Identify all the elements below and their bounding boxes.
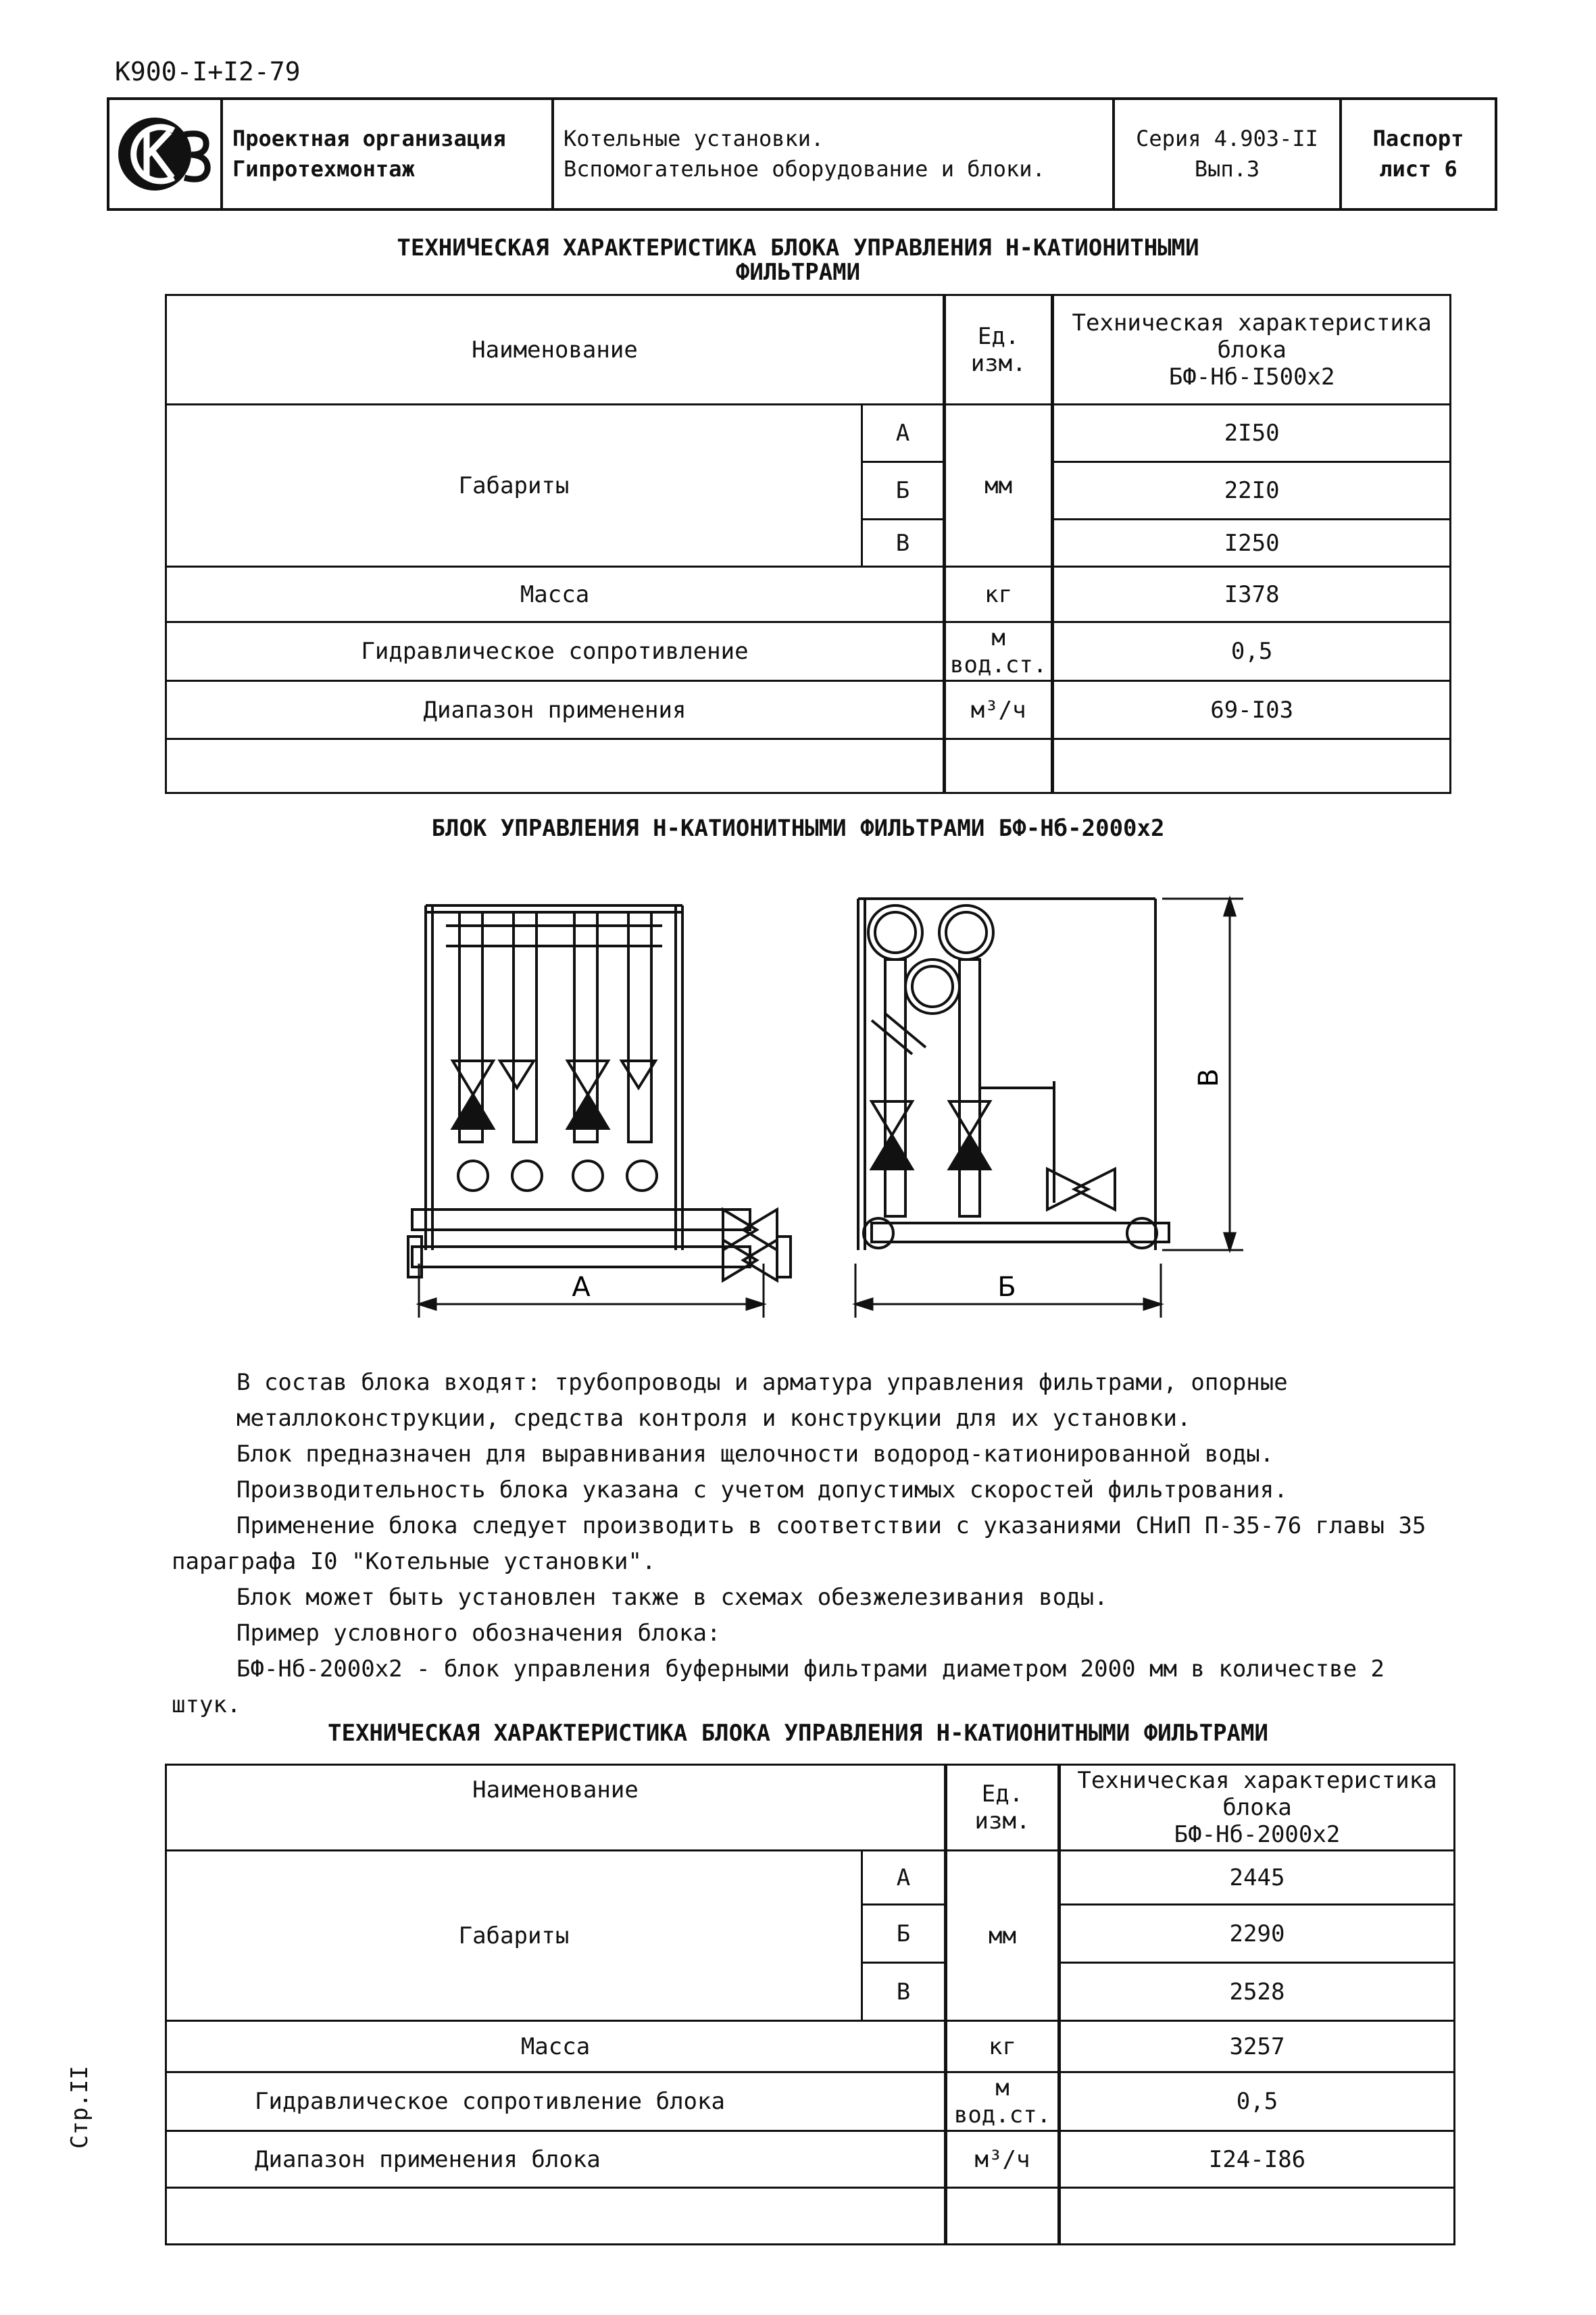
table1-header-name: Наименование: [166, 295, 945, 405]
table2-dim-value-a: 2445: [1059, 1851, 1455, 1905]
table2-gabarity-label: Габариты: [166, 1851, 862, 2021]
table2-header-unit: Ед. изм.: [946, 1765, 1059, 1851]
block-drawing: [399, 885, 1250, 1324]
description-text: [172, 1365, 1455, 1723]
description-p5: Блок может быть установлен также в схемах обезжелезивания воды.: [236, 1584, 1108, 1611]
table1: [165, 294, 1451, 794]
passport-line2: лист 6: [1379, 156, 1457, 182]
logo-cell: [109, 100, 223, 208]
table2-mass-label: Масса: [166, 2021, 946, 2072]
table2-title: ТЕХНИЧЕСКАЯ ХАРАКТЕРИСТИКА БЛОКА УПРАВЛЕНИЯ Н-КАТИОНИТНЫМИ ФИЛЬТРАМИ: [328, 1720, 1268, 1747]
table1-unit-mm: мм: [945, 405, 1053, 567]
description-p6: Пример условного обозначения блока:: [236, 1620, 721, 1647]
table2-dim-label-b: Б: [862, 1905, 946, 1963]
table1-range-value: 69-I03: [1053, 681, 1451, 739]
side-view: [858, 899, 1169, 1250]
table1-range-label: Диапазон применения: [166, 681, 945, 739]
series-line2: Вып.3: [1194, 156, 1260, 182]
table1-title-line1: ТЕХНИЧЕСКАЯ ХАРАКТЕРИСТИКА БЛОКА УПРАВЛЕНИЯ Н-КАТИОНИТНЫМИ: [397, 234, 1199, 262]
series-line1: Серия 4.903-II: [1136, 126, 1318, 152]
table1-mass-label: Масса: [166, 567, 945, 622]
title-block: [107, 97, 1497, 211]
table1-mass-value: I378: [1053, 567, 1451, 622]
table1-header-char: [1053, 295, 1451, 405]
table1-hydr-label: Гидравлическое сопротивление: [166, 622, 945, 681]
table2-dim-label-v: В: [862, 1963, 946, 2021]
table2-range-label: Диапазон применения блока: [166, 2131, 946, 2188]
document-title-cell: [554, 100, 1115, 208]
table2: [165, 1764, 1455, 2245]
dimension-a: [419, 1264, 764, 1318]
page-label: Стр.II: [66, 2066, 93, 2149]
document-code: К900-I+I2-79: [115, 57, 301, 86]
table2-unit-mm: мм: [946, 1851, 1059, 2021]
description-p2: Блок предназначен для выравнивания щелочности водород-катионированной воды.: [236, 1441, 1274, 1468]
description-p1: В состав блока входят: трубопроводы и арматура управления фильтрами, опорные металлоконструкции, средства контроля и конструкции для их установки.: [236, 1369, 1288, 1432]
table1-dim-label-a: А: [862, 405, 945, 462]
description-p3: Производительность блока указана с учетом допустимых скоростей фильтрования.: [236, 1476, 1288, 1503]
table2-empty-cell: [1059, 2188, 1455, 2245]
table2-hydr-value: 0,5: [1059, 2072, 1455, 2131]
table1-range-unit: м³/ч: [945, 681, 1053, 739]
table1-dim-value-b: 22I0: [1053, 462, 1451, 520]
table1-dim-value-a: 2I50: [1053, 405, 1451, 462]
passport-line1: Паспорт: [1372, 126, 1464, 152]
document-title-line1: Котельные установки.: [564, 126, 824, 152]
organization-cell: [223, 100, 554, 208]
table2-hydr-label: Гидравлическое сопротивление блока: [166, 2072, 946, 2131]
description-p4: Применение блока следует производить в соответствии с указаниями СНиП П-35-76 главы 35 параграфа I0 "Котельные установки".: [172, 1512, 1426, 1575]
dimension-b-label: Б: [997, 1272, 1016, 1303]
table2-range-unit: м³/ч: [946, 2131, 1059, 2188]
table2-range-value: I24-I86: [1059, 2131, 1455, 2188]
table1-empty-cell: [166, 739, 945, 793]
description-p7: БФ-Нб-2000х2 - блок управления буферными фильтрами диаметром 2000 мм в количестве 2 штук.: [172, 1656, 1385, 1718]
table1-dim-label-b: Б: [862, 462, 945, 520]
table1-mass-unit: кг: [945, 567, 1053, 622]
table1-dim-value-v: I250: [1053, 520, 1451, 567]
document-title-line2: Вспомогательное оборудование и блоки.: [564, 156, 1045, 182]
table1-hydr-unit: м вод.ст.: [945, 622, 1053, 681]
organization-line1: Проектная организация: [232, 126, 506, 152]
table1-empty-cell: [1053, 739, 1451, 793]
table2-header-name: Наименование: [166, 1765, 946, 1851]
passport-cell: [1342, 100, 1495, 208]
table2-header-model: БФ-Нб-2000х2: [1174, 1821, 1341, 1848]
table1-title-line2: ФИЛЬТРАМИ: [735, 258, 861, 286]
table1-empty-cell: [945, 739, 1053, 793]
organization-logo: [114, 110, 216, 198]
table2-dim-label-a: А: [862, 1851, 946, 1905]
table1-title: [0, 234, 1596, 286]
table2-dim-value-b: 2290: [1059, 1905, 1455, 1963]
table1-hydr-value: 0,5: [1053, 622, 1451, 681]
table1-header-char-text: Техническая характеристика блока: [1072, 309, 1432, 364]
table1-header-model: БФ-Нб-I500х2: [1168, 363, 1335, 391]
table2-empty-cell: [946, 2188, 1059, 2245]
dimension-a-label: А: [572, 1272, 591, 1303]
table1-header-unit: Ед. изм.: [945, 295, 1053, 405]
dimension-v-label: В: [1193, 1068, 1224, 1087]
table2-dim-value-v: 2528: [1059, 1963, 1455, 2021]
front-view: [408, 905, 791, 1280]
table2-header-char: [1059, 1765, 1455, 1851]
series-cell: [1115, 100, 1342, 208]
table1-gabarity-label: Габариты: [166, 405, 862, 567]
table2-mass-value: 3257: [1059, 2021, 1455, 2072]
table2-hydr-unit: м вод.ст.: [946, 2072, 1059, 2131]
organization-line2: Гипротехмонтаж: [232, 156, 415, 182]
table2-empty-cell: [166, 2188, 946, 2245]
table1-dim-label-v: В: [862, 520, 945, 567]
table2-header-char-text: Техническая характеристика блока: [1077, 1767, 1437, 1821]
drawing-title: БЛОК УПРАВЛЕНИЯ Н-КАТИОНИТНЫМИ ФИЛЬТРАМИ БФ-Нб-2000х2: [431, 815, 1165, 842]
table2-mass-unit: кг: [946, 2021, 1059, 2072]
